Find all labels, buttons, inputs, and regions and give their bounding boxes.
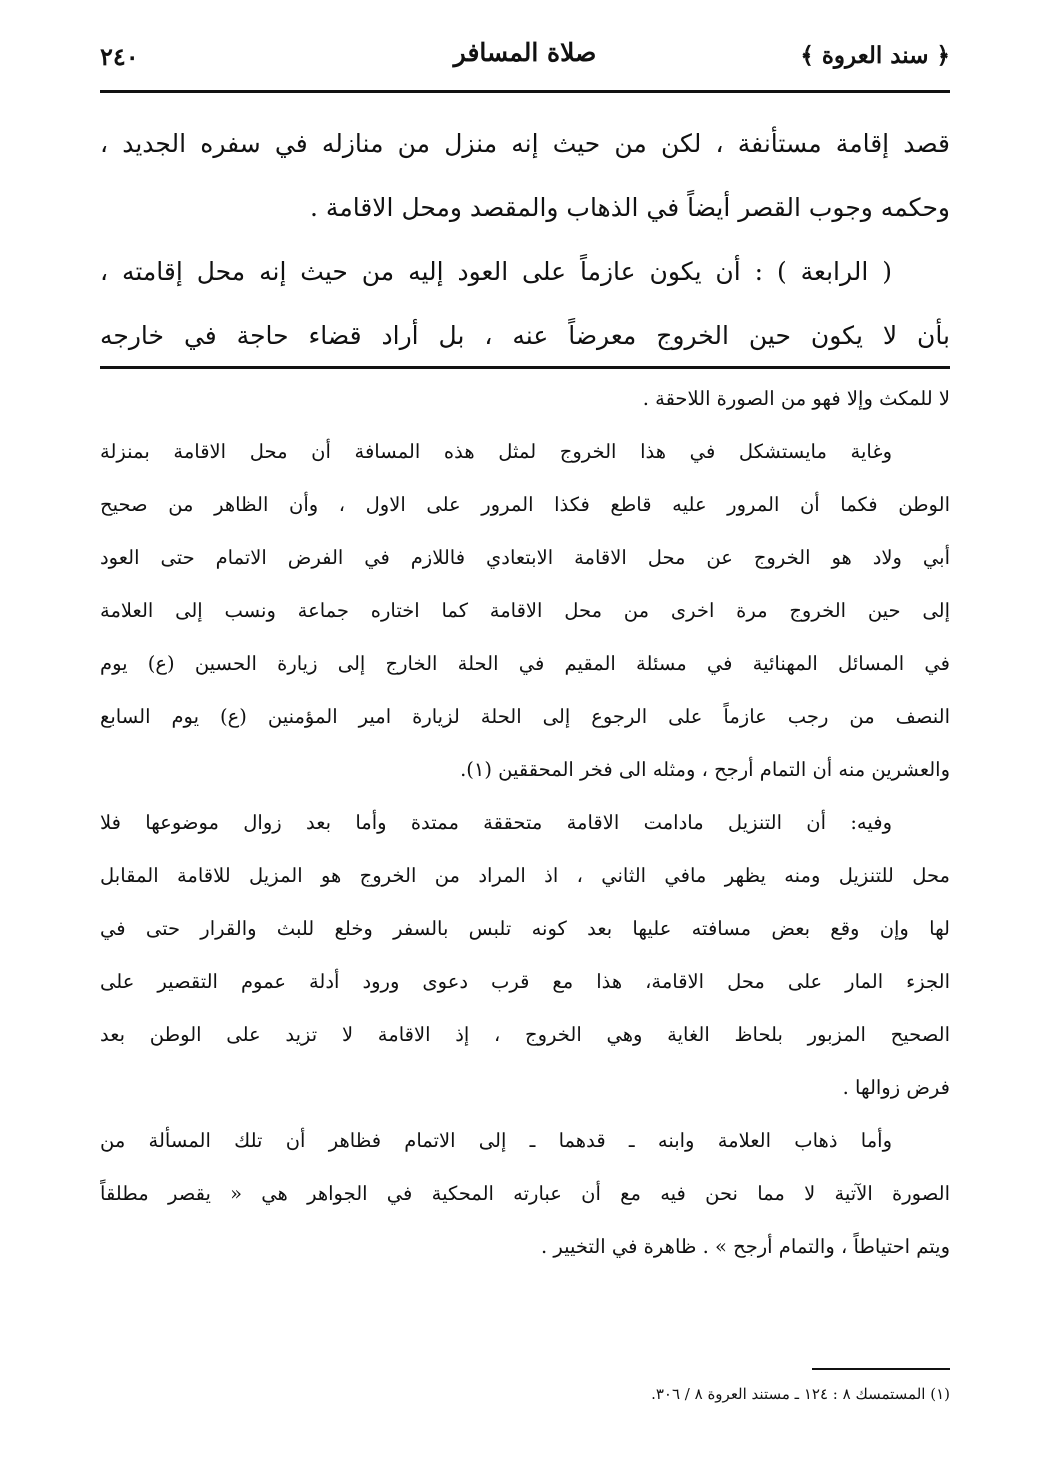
commentary-line: محل للتنزيل ومنه يظهر مافي الثاني ، اذ المراد من الخروج هو المزيل للاقامة المقابل — [100, 864, 950, 887]
main-text-line: وحكمه وجوب القصر أيضاً في الذهاب والمقصد ومحل الاقامة . — [310, 193, 950, 222]
commentary-line: والعشرين منه أن التمام أرجح ، ومثله الى فخر المحققين (١). — [460, 758, 950, 781]
commentary-line: الوطن فكما أن المرور عليه قاطع فكذا المرور على الاول ، وأن الظاهر من صحيح — [100, 493, 950, 516]
main-text-line: ( الرابعة ) : أن يكون عازماً على العود إليه من حيث إنه محل إقامته ، — [100, 257, 892, 286]
footnote: (١) المستمسك ٨ : ١٢٤ ـ مستند العروة ٨ / ٣٠٦. — [651, 1385, 950, 1403]
commentary-line: ويتم احتياطاً ، والتمام أرجح » . ظاهرة في التخيير . — [540, 1235, 950, 1258]
commentary-line: الجزء المار على محل الاقامة، هذا مع قرب دعوى ورود أدلة عموم التقصير على — [100, 970, 950, 993]
main-text-line: قصد إقامة مستأنفة ، لكن من حيث إنه منزل من منازله في سفره الجديد ، — [100, 129, 950, 158]
main-text-line: بأن لا يكون حين الخروج معرضاً عنه ، بل أراد قضاء حاجة في خارجه — [100, 321, 950, 350]
commentary-line: وأما ذهاب العلامة وابنه ـ قدهما ـ إلى الاتمام فظاهر أن تلك المسألة من — [100, 1129, 892, 1152]
header-rule — [100, 90, 950, 93]
running-header — [100, 36, 950, 88]
commentary-line: لا للمكث وإلا فهو من الصورة اللاحقة . — [642, 387, 950, 410]
commentary-line: النصف من رجب عازماً على الرجوع إلى الحلة لزيارة امير المؤمنين (ع) يوم السابع — [100, 705, 950, 728]
commentary-line: الصحيح المزبور بلحاظ الغاية وهي الخروج ، إذ الاقامة لا تزيد على الوطن بعد — [100, 1023, 950, 1046]
chapter-title: صلاة المسافر — [453, 38, 597, 67]
commentary-line: في المسائل المهنائية في مسئلة المقيم في الحلة الخارج إلى زيارة الحسين (ع) يوم — [100, 652, 950, 675]
footnote-rule — [812, 1368, 950, 1370]
commentary-line: الصورة الآتية لا مما نحن فيه مع أن عبارته المحكية في الجواهر هي « يقصر مطلقاً — [100, 1182, 950, 1205]
commentary-line: لها وإن وقع بعض مسافته عليها بعد كونه تلبس بالسفر وخلع للبث والقرار حتى في — [100, 917, 950, 940]
commentary-line: إلى حين الخروج مرة اخرى من محل الاقامة كما اختاره جماعة ونسب إلى العلامة — [100, 599, 950, 622]
main-text — [100, 112, 950, 368]
page-number: ٢٤٠ — [100, 42, 139, 71]
section-divider — [100, 366, 950, 369]
commentary-line: وفيه: أن التنزيل مادامت الاقامة متحققة ممتدة وأما بعد زوال موضوعها فلا — [100, 811, 892, 834]
commentary-line: وغاية مايستشكل في هذا الخروج لمثل هذه المسافة أن محل الاقامة بمنزلة — [100, 440, 892, 463]
commentary — [100, 372, 950, 1273]
commentary-line: فرض زوالها . — [842, 1076, 950, 1099]
commentary-line: أبي ولاد هو الخروج عن محل الاقامة الابتعادي فاللازم في الفرض الاتمام حتى العود — [100, 546, 950, 569]
book-title: ﴿ سند العروة ﴾ — [800, 42, 950, 69]
